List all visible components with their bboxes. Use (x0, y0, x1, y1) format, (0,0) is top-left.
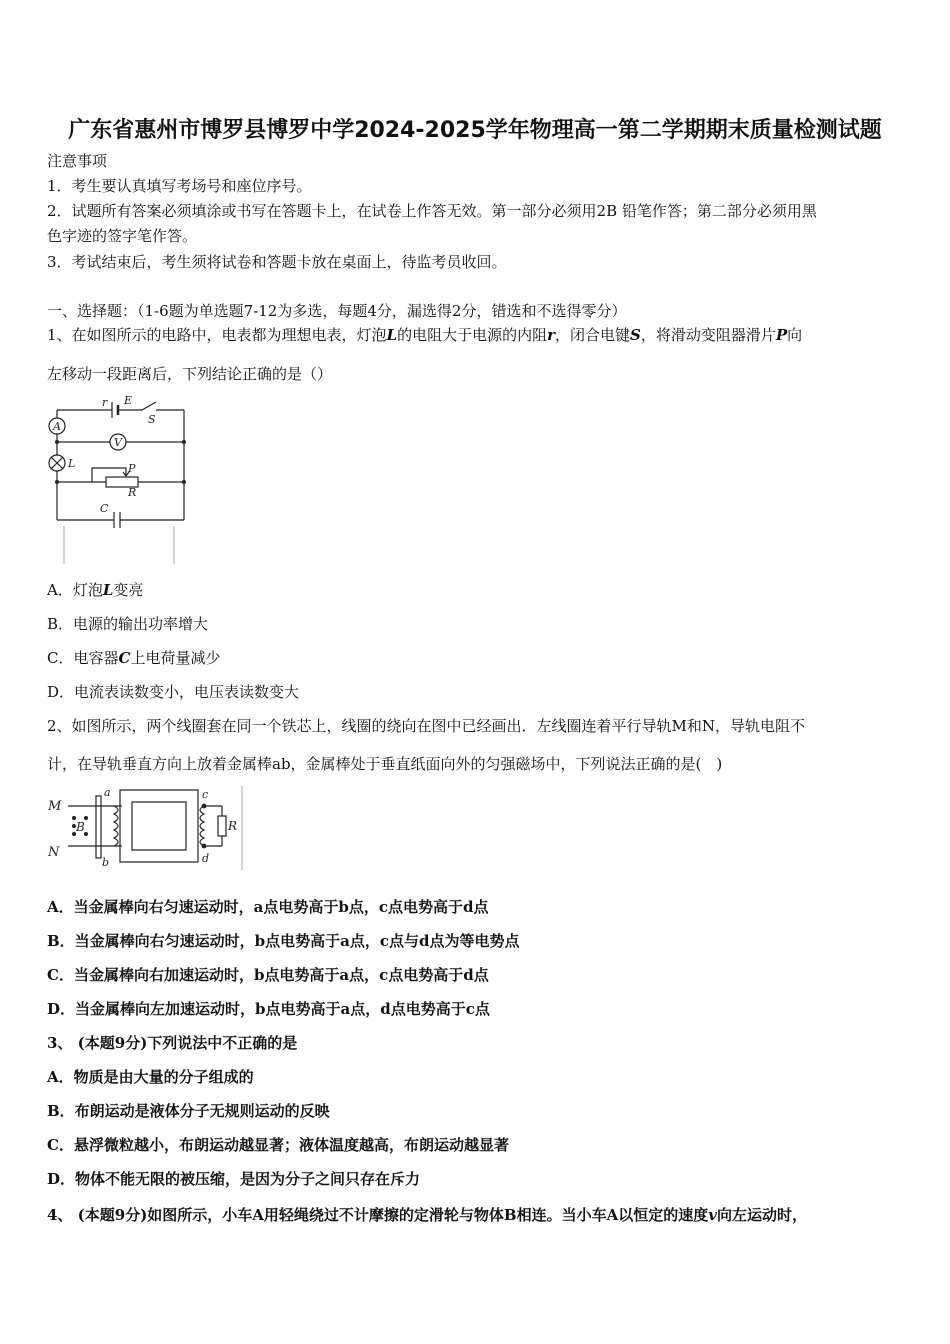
q1-text: ，将滑动变阻器滑片 (640, 326, 776, 344)
q1-stem-line1 (47, 325, 802, 345)
q3-stem: 3、 (本题9分)下列说法中不正确的是 (47, 1034, 298, 1052)
q4-text: 4、 (本题9分)如图所示，小车A用轻绳绕过不计摩擦的定滑轮与物体B相连。当小车A以恒定的速度 (47, 1206, 709, 1224)
fig-label-N: N (48, 845, 60, 860)
fig-label-c: c (202, 788, 209, 801)
fig-label-L: L (68, 457, 76, 470)
q3-option-a: A．物质是由大量的分子组成的 (47, 1068, 254, 1086)
q1-var: P (775, 326, 788, 344)
notice-item: 1．考生要认真填写考场号和座位序号。 (47, 177, 312, 195)
q1-option-a (47, 580, 143, 600)
fig-label-r: r (102, 396, 108, 409)
q1-var: L (386, 326, 398, 344)
fig-label-P: P (128, 462, 136, 475)
q1-text: 的电阻大于电源的内阻 (397, 326, 548, 344)
q4-var: v (708, 1206, 717, 1224)
q1-circuit-figure (44, 392, 194, 564)
notice-item: 色字迹的签字笔作答。 (47, 227, 198, 245)
section-heading: 一、选择题：（1-6题为单选题7-12为多选，每题4分，漏选得2分，错选和不选得零分） (47, 302, 627, 320)
fig-label-V: V (114, 436, 122, 449)
fig-label-a: a (104, 786, 111, 799)
q2-option-a: A．当金属棒向右匀速运动时，a点电势高于b点，c点电势高于d点 (47, 898, 489, 916)
page-title: 广东省惠州市博罗县博罗中学2024-2025学年物理高一第二学期期末质量检测试题 (68, 118, 882, 143)
fig-label-E: E (124, 394, 133, 407)
fig-label-S: S (148, 413, 156, 426)
q3-option-b: B．布朗运动是液体分子无规则运动的反映 (47, 1102, 330, 1120)
q1-var: r (547, 326, 556, 344)
q3-option-d: D．物体不能无限的被压缩，是因为分子之间只存在斥力 (47, 1170, 421, 1188)
option-text: C．电容器 (47, 649, 119, 667)
q4-text: 向左运动时， (716, 1206, 807, 1224)
notice-item: 2．试题所有答案必须填涂或书写在答题卡上，在试卷上作答无效。第一部分必须用2B 铅笔作答；第二部分必须用黑 (47, 202, 817, 220)
q3-option-c: C．悬浮微粒越小，布朗运动越显著；液体温度越高，布朗运动越显著 (47, 1136, 509, 1154)
q2-stem-line2: 计，在导轨垂直方向上放着金属棒ab，金属棒处于垂直纸面向外的匀强磁场中，下列说法正确的是( ) (47, 755, 723, 773)
q4-stem (47, 1205, 807, 1225)
fig-label-M: M (48, 799, 62, 814)
q2-option-c: C．当金属棒向右加速运动时，b点电势高于a点，c点电势高于d点 (47, 966, 489, 984)
notice-heading: 注意事项 (47, 152, 108, 170)
q1-option-d: D．电流表读数变小，电压表读数变大 (47, 683, 300, 701)
fig-label-A: A (53, 420, 61, 433)
q1-text: 1、在如图所示的电路中，电表都为理想电表，灯泡 (47, 326, 387, 344)
notice-item: 3．考试结束后，考生须将试卷和答题卡放在桌面上，待监考员收回。 (47, 253, 507, 271)
fig-label-b: b (102, 856, 110, 869)
q2-stem-line1: 2、如图所示，两个线圈套在同一个铁芯上，线圈的绕向在图中已经画出．左线圈连着平行导轨M和N，导轨电阻不 (47, 717, 806, 735)
q1-var: S (630, 326, 641, 344)
fig-label-R: R (128, 486, 137, 499)
option-var: L (102, 581, 114, 599)
q1-option-c (47, 648, 220, 668)
fig-label-R2: R (228, 819, 238, 833)
option-text: A．灯泡 (47, 581, 103, 599)
q1-text: 向 (787, 326, 803, 344)
q2-transformer-figure (44, 784, 249, 870)
q2-option-b: B．当金属棒向右匀速运动时，b点电势高于a点，c点与d点为等电势点 (47, 932, 520, 950)
fig-label-d: d (202, 852, 210, 865)
fig-label-C: C (100, 502, 109, 515)
option-text: 上电荷量减少 (130, 649, 221, 667)
option-text: 变亮 (113, 581, 144, 599)
q2-option-d: D．当金属棒向左加速运动时，b点电势高于a点，d点电势高于c点 (47, 1000, 490, 1018)
fig-label-B: B (76, 820, 85, 834)
q1-text: ，闭合电键 (555, 326, 631, 344)
option-var: C (118, 649, 131, 667)
q1-option-b: B．电源的输出功率增大 (47, 615, 209, 633)
q1-stem-line2: 左移动一段距离后，下列结论正确的是（） (47, 365, 333, 383)
